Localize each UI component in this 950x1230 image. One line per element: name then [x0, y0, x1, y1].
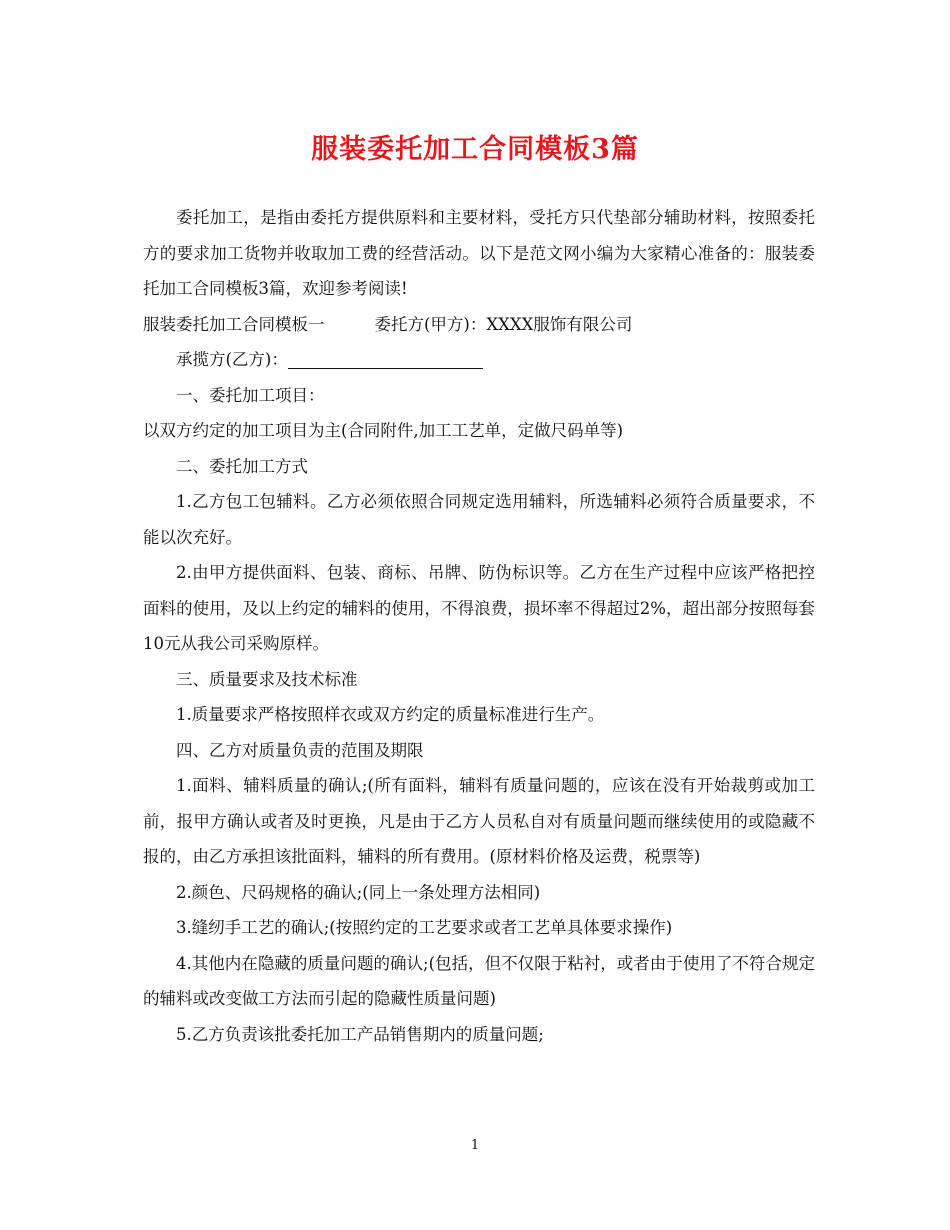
page-number: 1 — [470, 1138, 480, 1153]
party-b-label: 承揽方(乙方)： — [176, 350, 288, 369]
paragraph: 四、乙方对质量负责的范围及期限 — [176, 740, 424, 760]
paragraph: 3.缝纫手工艺的确认;(按照约定的工艺要求或者工艺单具体要求操作) — [176, 918, 673, 937]
paragraph: 二、委托加工方式 — [176, 456, 308, 476]
section-heading-line — [143, 307, 815, 343]
paragraph: 1.乙方包工包辅料。乙方必须依照合同规定选用辅料，所选辅料必须符合质量要求，不能以次充好。 — [143, 492, 815, 547]
paragraph: 2.颜色、尺码规格的确认;(同上一条处理方法相同) — [176, 882, 541, 902]
paragraph: 三、质量要求及技术标准 — [176, 669, 358, 689]
paragraph: 一、委托加工项目： — [176, 385, 325, 405]
document-title: 服装委托加工合同模板3篇 — [311, 134, 639, 165]
section-heading: 服装委托加工合同模板一 — [143, 314, 325, 334]
party-a-line: 委托方(甲方)：XXXX服饰有限公司 — [374, 314, 633, 334]
paragraph: 以双方约定的加工项目为主(合同附件,加工工艺单，定做尺码单等) — [143, 421, 624, 440]
party-b-line — [143, 342, 815, 378]
paragraph: 5.乙方负责该批委托加工产品销售期内的质量问题; — [176, 1024, 544, 1044]
party-b-blank — [288, 348, 483, 369]
intro-paragraph: 委托加工，是指由委托方提供原料和主要材料，受托方只代垫部分辅助材料，按照委托方的要求加工货物并收取加工费的经营活动。以下是范文网小编为大家精心准备的：服装委托加工合同模板3篇，欢迎参考阅读! — [143, 208, 815, 298]
paragraph: 4.其他内在隐藏的质量问题的确认;(包括，但不仅限于粘衬，或者由于使用了不符合规定的辅料或改变做工方法而引起的隐藏性质量问题) — [143, 953, 815, 1008]
paragraph: 1.面料、辅料质量的确认;(所有面料，辅料有质量问题的，应该在没有开始裁剪或加工前，报甲方确认或者及时更换，凡是由于乙方人员私自对有质量问题而继续使用的或隐藏不报的，由乙方承担该批面料，辅料的所有费用。(原材料价格及运费，税票等) — [143, 776, 815, 866]
paragraph: 2.由甲方提供面料、包装、商标、吊牌、防伪标识等。乙方在生产过程中应该严格把控面料的使用，及以上约定的辅料的使用，不得浪费，损坏率不得超过2%，超出部分按照每套10元从我公司采购原样。 — [143, 563, 815, 653]
paragraph: 1.质量要求严格按照样衣或双方约定的质量标准进行生产。 — [176, 705, 605, 724]
document-body — [143, 200, 815, 1052]
